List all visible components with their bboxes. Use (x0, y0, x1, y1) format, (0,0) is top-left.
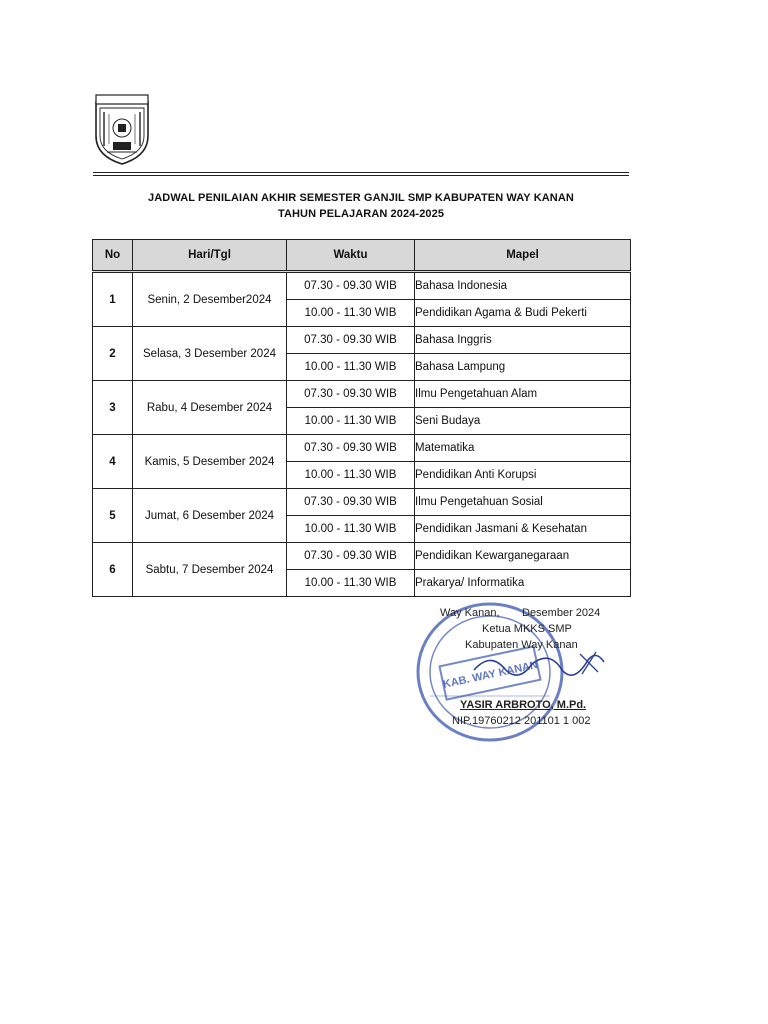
row-number: 3 (93, 381, 133, 435)
way-kanan-emblem-logo (93, 94, 151, 166)
document-subtitle: TAHUN PELAJARAN 2024-2025 (277, 208, 445, 220)
session-subject: Seni Budaya (415, 408, 631, 435)
table-row (93, 272, 631, 300)
signature-date: Desember 2024 (522, 607, 601, 619)
session-subject: Ilmu Pengetahuan Sosial (415, 489, 631, 516)
row-day-date: Sabtu, 7 Desember 2024 (133, 543, 287, 597)
session-time: 07.30 - 09.30 WIB (287, 381, 415, 408)
header-divider-line (93, 175, 629, 176)
session-subject: Pendidikan Anti Korupsi (415, 462, 631, 489)
session-time: 07.30 - 09.30 WIB (287, 489, 415, 516)
exam-schedule-table (92, 239, 631, 597)
session-subject: Bahasa Inggris (415, 327, 631, 354)
session-time: 10.00 - 11.30 WIB (287, 408, 415, 435)
row-number: 5 (93, 489, 133, 543)
session-subject: Bahasa Indonesia (415, 272, 631, 300)
session-time: 10.00 - 11.30 WIB (287, 516, 415, 543)
table-row (93, 327, 631, 354)
session-time: 10.00 - 11.30 WIB (287, 570, 415, 597)
signature-region: Kabupaten Way Kanan (465, 639, 578, 651)
table-row (93, 435, 631, 462)
svg-text:KAB. WAY KANAN: KAB. WAY KANAN (441, 659, 539, 691)
session-time: 10.00 - 11.30 WIB (287, 462, 415, 489)
session-subject: Pendidikan Agama & Budi Pekerti (415, 300, 631, 327)
session-time: 07.30 - 09.30 WIB (287, 435, 415, 462)
row-number: 4 (93, 435, 133, 489)
session-subject: Matematika (415, 435, 631, 462)
row-number: 1 (93, 272, 133, 327)
session-subject: Pendidikan Jasmani & Kesehatan (415, 516, 631, 543)
document-title: JADWAL PENILAIAN AKHIR SEMESTER GANJIL SMP KABUPATEN WAY KANAN (148, 192, 574, 204)
session-time: 07.30 - 09.30 WIB (287, 327, 415, 354)
header-day-date: Hari/Tgl (133, 240, 287, 272)
row-day-date: Selasa, 3 Desember 2024 (133, 327, 287, 381)
session-subject: Bahasa Lampung (415, 354, 631, 381)
table-header-row (93, 240, 631, 272)
session-time: 10.00 - 11.30 WIB (287, 354, 415, 381)
header-divider-line (93, 172, 629, 173)
session-time: 07.30 - 09.30 WIB (287, 272, 415, 300)
row-number: 6 (93, 543, 133, 597)
header-subject: Mapel (415, 240, 631, 272)
row-day-date: Kamis, 5 Desember 2024 (133, 435, 287, 489)
table-row (93, 381, 631, 408)
table-row (93, 489, 631, 516)
signature-place: Way Kanan, (440, 607, 500, 619)
signature-role: Ketua MKKS SMP (482, 623, 572, 635)
row-day-date: Rabu, 4 Desember 2024 (133, 381, 287, 435)
table-row (93, 543, 631, 570)
row-number: 2 (93, 327, 133, 381)
session-time: 10.00 - 11.30 WIB (287, 300, 415, 327)
session-subject: Ilmu Pengetahuan Alam (415, 381, 631, 408)
session-subject: Prakarya/ Informatika (415, 570, 631, 597)
row-day-date: Senin, 2 Desember2024 (133, 272, 287, 327)
signatory-name: YASIR ARBROTO, M.Pd. (460, 699, 587, 711)
session-subject: Pendidikan Kewarganegaraan (415, 543, 631, 570)
header-no: No (93, 240, 133, 272)
signatory-nip: NIP.19760212 201101 1 002 (452, 715, 591, 727)
session-time: 07.30 - 09.30 WIB (287, 543, 415, 570)
row-day-date: Jumat, 6 Desember 2024 (133, 489, 287, 543)
header-time: Waktu (287, 240, 415, 272)
